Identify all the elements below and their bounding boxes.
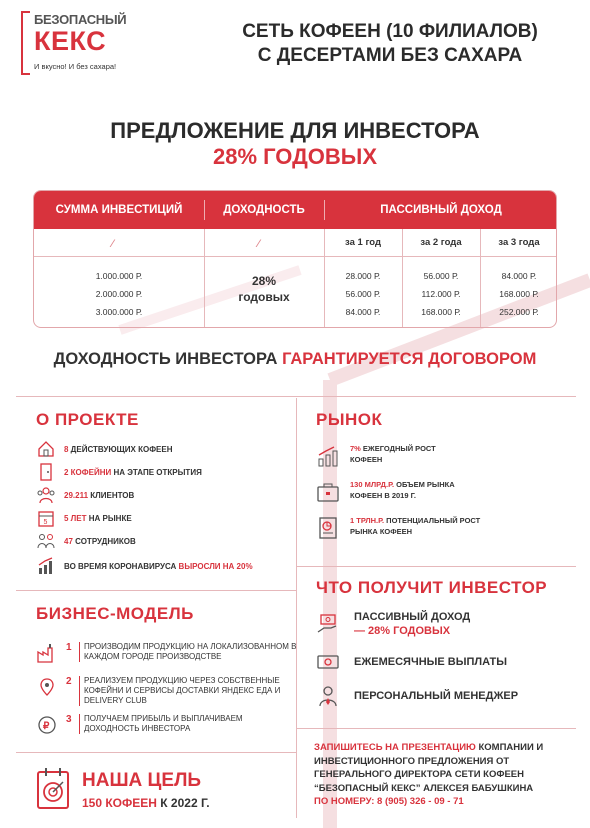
about-item	[36, 485, 134, 505]
table-cell-year2: 112.000 Р.	[421, 289, 461, 299]
about-item-value: 47	[64, 536, 73, 546]
about-item-value: ВЫРОСЛИ НА 20%	[178, 561, 253, 571]
svg-text:5: 5	[43, 519, 48, 526]
table-cell-amount: 1.000.000 Р.	[95, 271, 143, 281]
investment-table	[33, 190, 557, 328]
door-icon	[36, 462, 56, 482]
business-item-text: ПРОИЗВОДИМ ПРОДУКЦИЮ НА ЛОКАЛИЗОВАННОМ В КАЖДОМ ГОРОДЕ ПРОИЗВОДСТВЕ	[79, 642, 299, 662]
table-cell-year3: 84.000 Р.	[501, 271, 537, 281]
market-title: РЫНОК	[316, 410, 383, 429]
business-item-text: РЕАЛИЗУЕМ ПРОДУКЦИЮ ЧЕРЕЗ СОБСТВЕННЫЕ КОФЕЙНИ И СЕРВИСЫ ДОСТАВКИ ЯНДЕКС ЕДА И DELIVERY CLUB	[79, 676, 299, 706]
growth-chart-icon	[36, 556, 56, 576]
about-item-value: 29.211	[64, 490, 89, 500]
manager-icon	[316, 684, 340, 708]
signup-callout	[314, 741, 576, 809]
factory-icon	[36, 642, 58, 664]
about-item-value: 8	[64, 444, 69, 454]
goal-text	[82, 796, 210, 810]
table-cell-year2: 168.000 Р.	[421, 307, 461, 317]
table-cell-year3: 168.000 Р.	[499, 289, 539, 299]
market-item-value: 7%	[350, 444, 361, 453]
about-item	[36, 531, 136, 551]
about-item-label: СОТРУДНИКОВ	[72, 536, 136, 546]
investor-item	[316, 650, 507, 674]
goal-deadline: К 2022 Г.	[156, 796, 210, 810]
business-item-number: 3	[66, 714, 72, 725]
header-yield: ДОХОДНОСТЬ	[223, 204, 305, 216]
business-item	[36, 642, 299, 664]
business-item-number: 2	[66, 676, 72, 687]
about-item-value: 2 КОФЕЙНИ	[64, 467, 112, 477]
goal-value: 150 КОФЕЕН	[82, 796, 157, 810]
business-item-text: ПОЛУЧАЕМ ПРИБЫЛЬ И ВЫПЛАЧИВАЕМ ДОХОДНОСТЬ ИНВЕСТОРА	[79, 714, 299, 734]
market-item-label: ОБЪЕМ РЫНКА	[394, 480, 455, 489]
table-header	[34, 191, 557, 229]
header-title	[200, 20, 580, 68]
rate-percent: 28%	[251, 274, 277, 288]
crowd-icon	[36, 485, 56, 505]
table-cell-amount: 3.000.000 Р.	[95, 307, 143, 317]
guarantee-text: ДОХОДНОСТЬ ИНВЕСТОРА	[53, 350, 283, 368]
banknote-icon	[316, 650, 340, 674]
investor-item-value: — 28% ГОДОВЫХ	[354, 625, 451, 637]
target-calendar-icon	[36, 766, 70, 810]
about-item-label: НА ЭТАПЕ ОТКРЫТИЯ	[111, 467, 202, 477]
business-item	[36, 676, 299, 706]
market-item-label-2: РЫНКА КОФЕЕН	[350, 526, 413, 536]
brand-logo	[20, 8, 130, 78]
market-item-label-2: КОФЕЕН В 2019 Г.	[350, 490, 416, 500]
money-hand-icon	[316, 612, 340, 636]
goal-title: НАША ЦЕЛЬ	[82, 770, 202, 791]
table-cell-rate	[204, 273, 324, 305]
investor-item-label: ПЕРСОНАЛЬНЫЙ МЕНЕДЖЕР	[354, 690, 519, 702]
table-cell-year1: 28.000 Р.	[345, 271, 381, 281]
investor-item-label: ПАССИВНЫЙ ДОХОД	[354, 611, 471, 623]
table-cell-year1: 56.000 Р.	[345, 289, 381, 299]
table-cell-year1: 84.000 Р.	[345, 307, 381, 317]
table-cell-year3: 252.000 Р.	[499, 307, 539, 317]
bar-growth-icon	[316, 444, 340, 468]
header-line-2: С ДЕСЕРТАМИ БЕЗ САХАРА	[257, 45, 523, 66]
about-title: О ПРОЕКТЕ	[36, 410, 139, 429]
business-title: БИЗНЕС-МОДЕЛЬ	[36, 604, 194, 623]
rate-annual: годовых	[238, 290, 290, 304]
offer-rate: 28% ГОДОВЫХ	[212, 144, 378, 169]
table-subheader-row	[34, 229, 557, 257]
about-item-value: 5 ЛЕТ	[64, 513, 87, 523]
svg-text:₽: ₽	[43, 721, 50, 732]
about-item-label: ВО ВРЕМЯ КОРОНАВИРУСА	[64, 561, 179, 571]
report-chart-icon	[316, 516, 340, 540]
market-item-label-2: КОФЕЕН	[350, 454, 383, 464]
guarantee-highlight: ГАРАНТИРУЕТСЯ ДОГОВОРОМ	[282, 350, 537, 368]
market-item-value: 1 ТРЛН.Р.	[350, 516, 385, 525]
business-item-number: 1	[66, 642, 72, 653]
investor-item	[316, 684, 518, 708]
about-item	[36, 508, 132, 528]
about-item-label: КЛИЕНТОВ	[88, 490, 135, 500]
investor-title: ЧТО ПОЛУЧИТ ИНВЕСТОР	[316, 578, 548, 597]
about-item-label: ДЕЙСТВУЮЩИХ КОФЕЕН	[68, 444, 173, 454]
about-item	[36, 556, 253, 576]
market-item	[316, 516, 480, 540]
market-item-label: ЕЖЕГОДНЫЙ РОСТ	[360, 444, 436, 453]
year-1-label: за 1 год	[345, 237, 381, 248]
market-item-value: 130 МЛРД.Р.	[350, 480, 395, 489]
calendar-icon	[36, 508, 56, 528]
year-2-label: за 2 года	[420, 237, 462, 248]
market-item-label: ПОТЕНЦИАЛЬНЫЙ РОСТ	[384, 516, 481, 525]
team-icon	[36, 531, 56, 551]
signup-phone[interactable]: ПО НОМЕРУ: 8 (905) 326 - 09 - 71	[314, 796, 464, 807]
signup-highlight: ЗАПИШИТЕСЬ НА ПРЕЗЕНТАЦИЮ	[314, 742, 476, 753]
market-item	[316, 480, 455, 504]
header-passive-income: ПАССИВНЫЙ ДОХОД	[380, 204, 502, 216]
about-item-label: НА РЫНКЕ	[86, 513, 132, 523]
coin-icon	[36, 714, 58, 736]
logo-main-text: КЕКС	[34, 26, 107, 56]
map-pin-icon	[36, 676, 58, 698]
investor-item-label: ЕЖЕМЕСЯЧНЫЕ ВЫПЛАТЫ	[354, 656, 508, 668]
investor-item	[316, 610, 470, 638]
market-item	[316, 444, 436, 468]
header-amount: СУММА ИНВЕСТИЦИЙ	[55, 204, 183, 216]
guarantee-banner	[0, 350, 590, 369]
table-cell-year2: 56.000 Р.	[423, 271, 459, 281]
offer-title: ПРЕДЛОЖЕНИЕ ДЛЯ ИНВЕСТОРА	[110, 118, 480, 143]
about-item	[36, 439, 172, 459]
logo-top-text: БЕЗОПАСНЫЙ	[34, 12, 127, 27]
year-3-label: за 3 года	[498, 237, 540, 248]
logo-tagline: И вкусно! И без сахара!	[34, 62, 117, 71]
table-cell-amount: 2.000.000 Р.	[95, 289, 143, 299]
house-icon	[36, 439, 56, 459]
briefcase-icon	[316, 480, 340, 504]
header-line-1: СЕТЬ КОФЕЕН (10 ФИЛИАЛОВ)	[242, 21, 538, 42]
about-item	[36, 462, 202, 482]
business-item	[36, 714, 299, 736]
signup-text: КОМПАНИИ И ИНВЕСТИЦИОННОГО ПРЕДЛОЖЕНИЯ ОТ ГЕНЕРАЛЬНОГО ДИРЕКТОРА СЕТИ КОФЕЕН “БЕЗОПАСНЫЙ КЕКС” АЛЕКСЕЯ БАБУШКИНА	[314, 742, 544, 794]
